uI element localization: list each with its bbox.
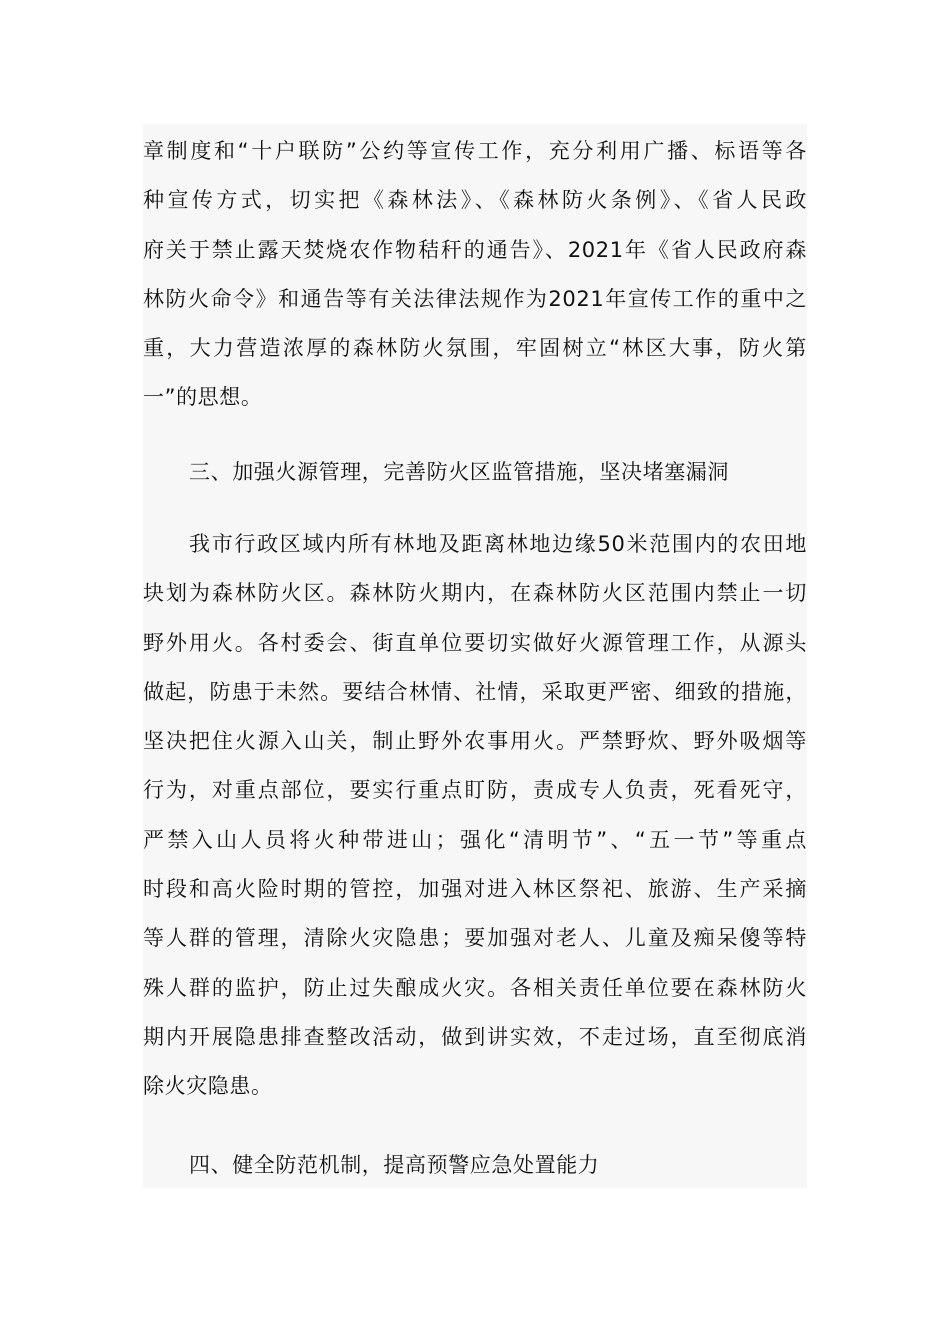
text-line: 一”的思想。 (143, 385, 263, 410)
text-line: 我市行政区域内所有林地及距离林地边缘50米范围内的农田地 (189, 532, 807, 556)
heading-text: 四、健全防范机制，提高预警应急处置能力 (189, 1153, 600, 1177)
text-line: 章制度和“十户联防”公约等宣传工作，充分利用广播、标语等各 (143, 139, 807, 163)
text-line: 府关于禁止露天焚烧农作物秸秆的通告》、2021年《省人民政府森 (143, 237, 807, 262)
text-line: 等人群的管理，清除火灾隐患；要加强对老人、儿童及痴呆傻等特 (143, 926, 807, 951)
section-heading-4 (143, 1143, 807, 1187)
text-line: 种宣传方式，切实把《森林法》、《森林防火条例》、《省人民政 (143, 188, 807, 213)
text-line: 做起，防患于未然。要结合林情、社情，采取更严密、细致的措施， (143, 679, 807, 704)
document-page (143, 124, 807, 1188)
text-line: 除火灾隐患。 (143, 1074, 273, 1099)
text-line: 野外用火。各村委会、街直单位要切实做好火源管理工作，从源头 (143, 630, 807, 655)
paragraph-fire-source (143, 520, 807, 1112)
text-line: 时段和高火险时期的管控，加强对进入林区祭祀、旅游、生产采摘 (143, 877, 807, 902)
text-line: 块划为森林防火区。森林防火期内，在森林防火区范围内禁止一切 (143, 581, 807, 606)
text-line: 坚决把住火源入山关，制止野外农事用火。严禁野炊、野外吸烟等 (143, 729, 807, 754)
text-line: 林防火命令》和通告等有关法律法规作为2021年宣传工作的重中之 (143, 286, 807, 311)
paragraph-publicity (143, 127, 807, 423)
text-line: 期内开展隐患排查整改活动，做到讲实效，不走过场，直至彻底消 (143, 1024, 807, 1049)
heading-text: 三、加强火源管理，完善防火区监管措施，坚决堵塞漏洞 (189, 460, 729, 484)
text-line: 重，大力营造浓厚的森林防火氛围，牢固树立“林区大事，防火第 (143, 336, 807, 361)
section-heading-3 (143, 450, 807, 494)
text-line: 严禁入山人员将火种带进山；强化“清明节”、“五一节”等重点 (143, 827, 807, 852)
text-line: 殊人群的监护，防止过失酿成火灾。各相关责任单位要在森林防火 (143, 975, 807, 1000)
text-line: 行为，对重点部位，要实行重点盯防，责成专人负责，死看死守， (143, 778, 807, 803)
